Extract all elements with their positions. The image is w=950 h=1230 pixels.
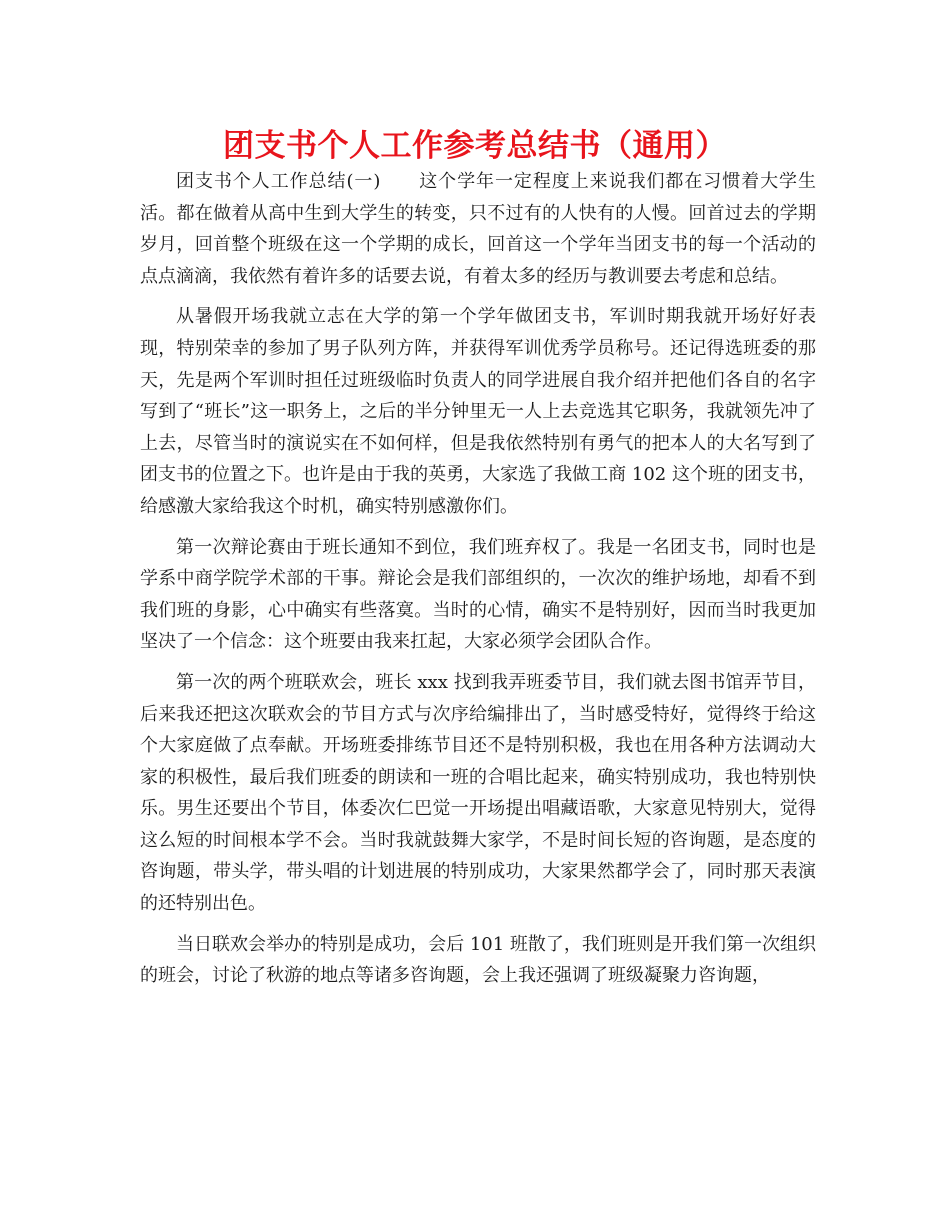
paragraph-5: 当日联欢会举办的特别是成功，会后 101 班散了，我们班则是开我们第一次组织的班会，讨论了秋游的地点等诸多咨询题，会上我还强调了班级凝聚力咨询题， [140, 933, 816, 987]
paragraph-1: 团支书个人工作总结(一) 这个学年一定程度上来说我们都在习惯着大学生活。都在做着从高中生到大学生的转变，只不过有的人快有的人慢。回首过去的学期岁月，回首整个班级在这一个学期的成长，回首这一个学年当团支书的每一个活动的点点滴滴，我依然有着许多的话要去说，有着太多的经历与教训要去考虑和总结。 [140, 171, 816, 287]
paragraph-3: 第一次辩论赛由于班长通知不到位，我们班弃权了。我是一名团支书，同时也是学系中商学院学术部的干事。辩论会是我们部组织的，一次次的维护场地，却看不到我们班的身影，心中确实有些落寞。当时的心情，确实不是特别好，因而当时我更加坚决了一个信念：这个班要由我来扛起，大家必须学会团队合作。 [140, 536, 816, 653]
paragraph-4: 第一次的两个班联欢会，班长 xxx 找到我弄班委节目，我们就去图书馆弄节目，后来我还把这次联欢会的节目方式与次序给编排出了，当时感受特好，觉得终于给这个大家庭做了点奉献。开场班委排练节目还不是特别积极，我也在用各种方法调动大家的积极性，最后我们班委的朗读和一班的合唱比起来，确实特别成功，我也特别快乐。男生还要出个节目，体委次仁巴觉一开场提出唱藏语歌，大家意见特别大，觉得这么短的时间根本学不会。当时我就鼓舞大家学，不是时间长短的咨询题，是态度的咨询题，带头学，带头唱的计划进展的特别成功，大家果然都学会了，同时那天表演的还特别出色。 [140, 671, 816, 915]
document-title: 团支书个人工作参考总结书（通用） [223, 128, 727, 164]
document-body [140, 166, 816, 1001]
paragraph-2: 从暑假开场我就立志在大学的第一个学年做团支书，军训时期我就开场好好表现，特别荣幸的参加了男子队列方阵，并获得军训优秀学员称号。还记得选班委的那天，先是两个军训时担任过班级临时负责人的同学进展自我介绍并把他们各自的名字写到了“班长”这一职务上，之后的半分钟里无一人上去竞选其它职务，我就领先冲了上去，尽管当时的演说实在不如何样，但是我依然特别有勇气的把本人的大名写到了团支书的位置之下。也许是由于我的英勇，大家选了我做工商 102 这个班的团支书，给感激大家给我这个时机，确实特别感激你们。 [140, 306, 816, 517]
